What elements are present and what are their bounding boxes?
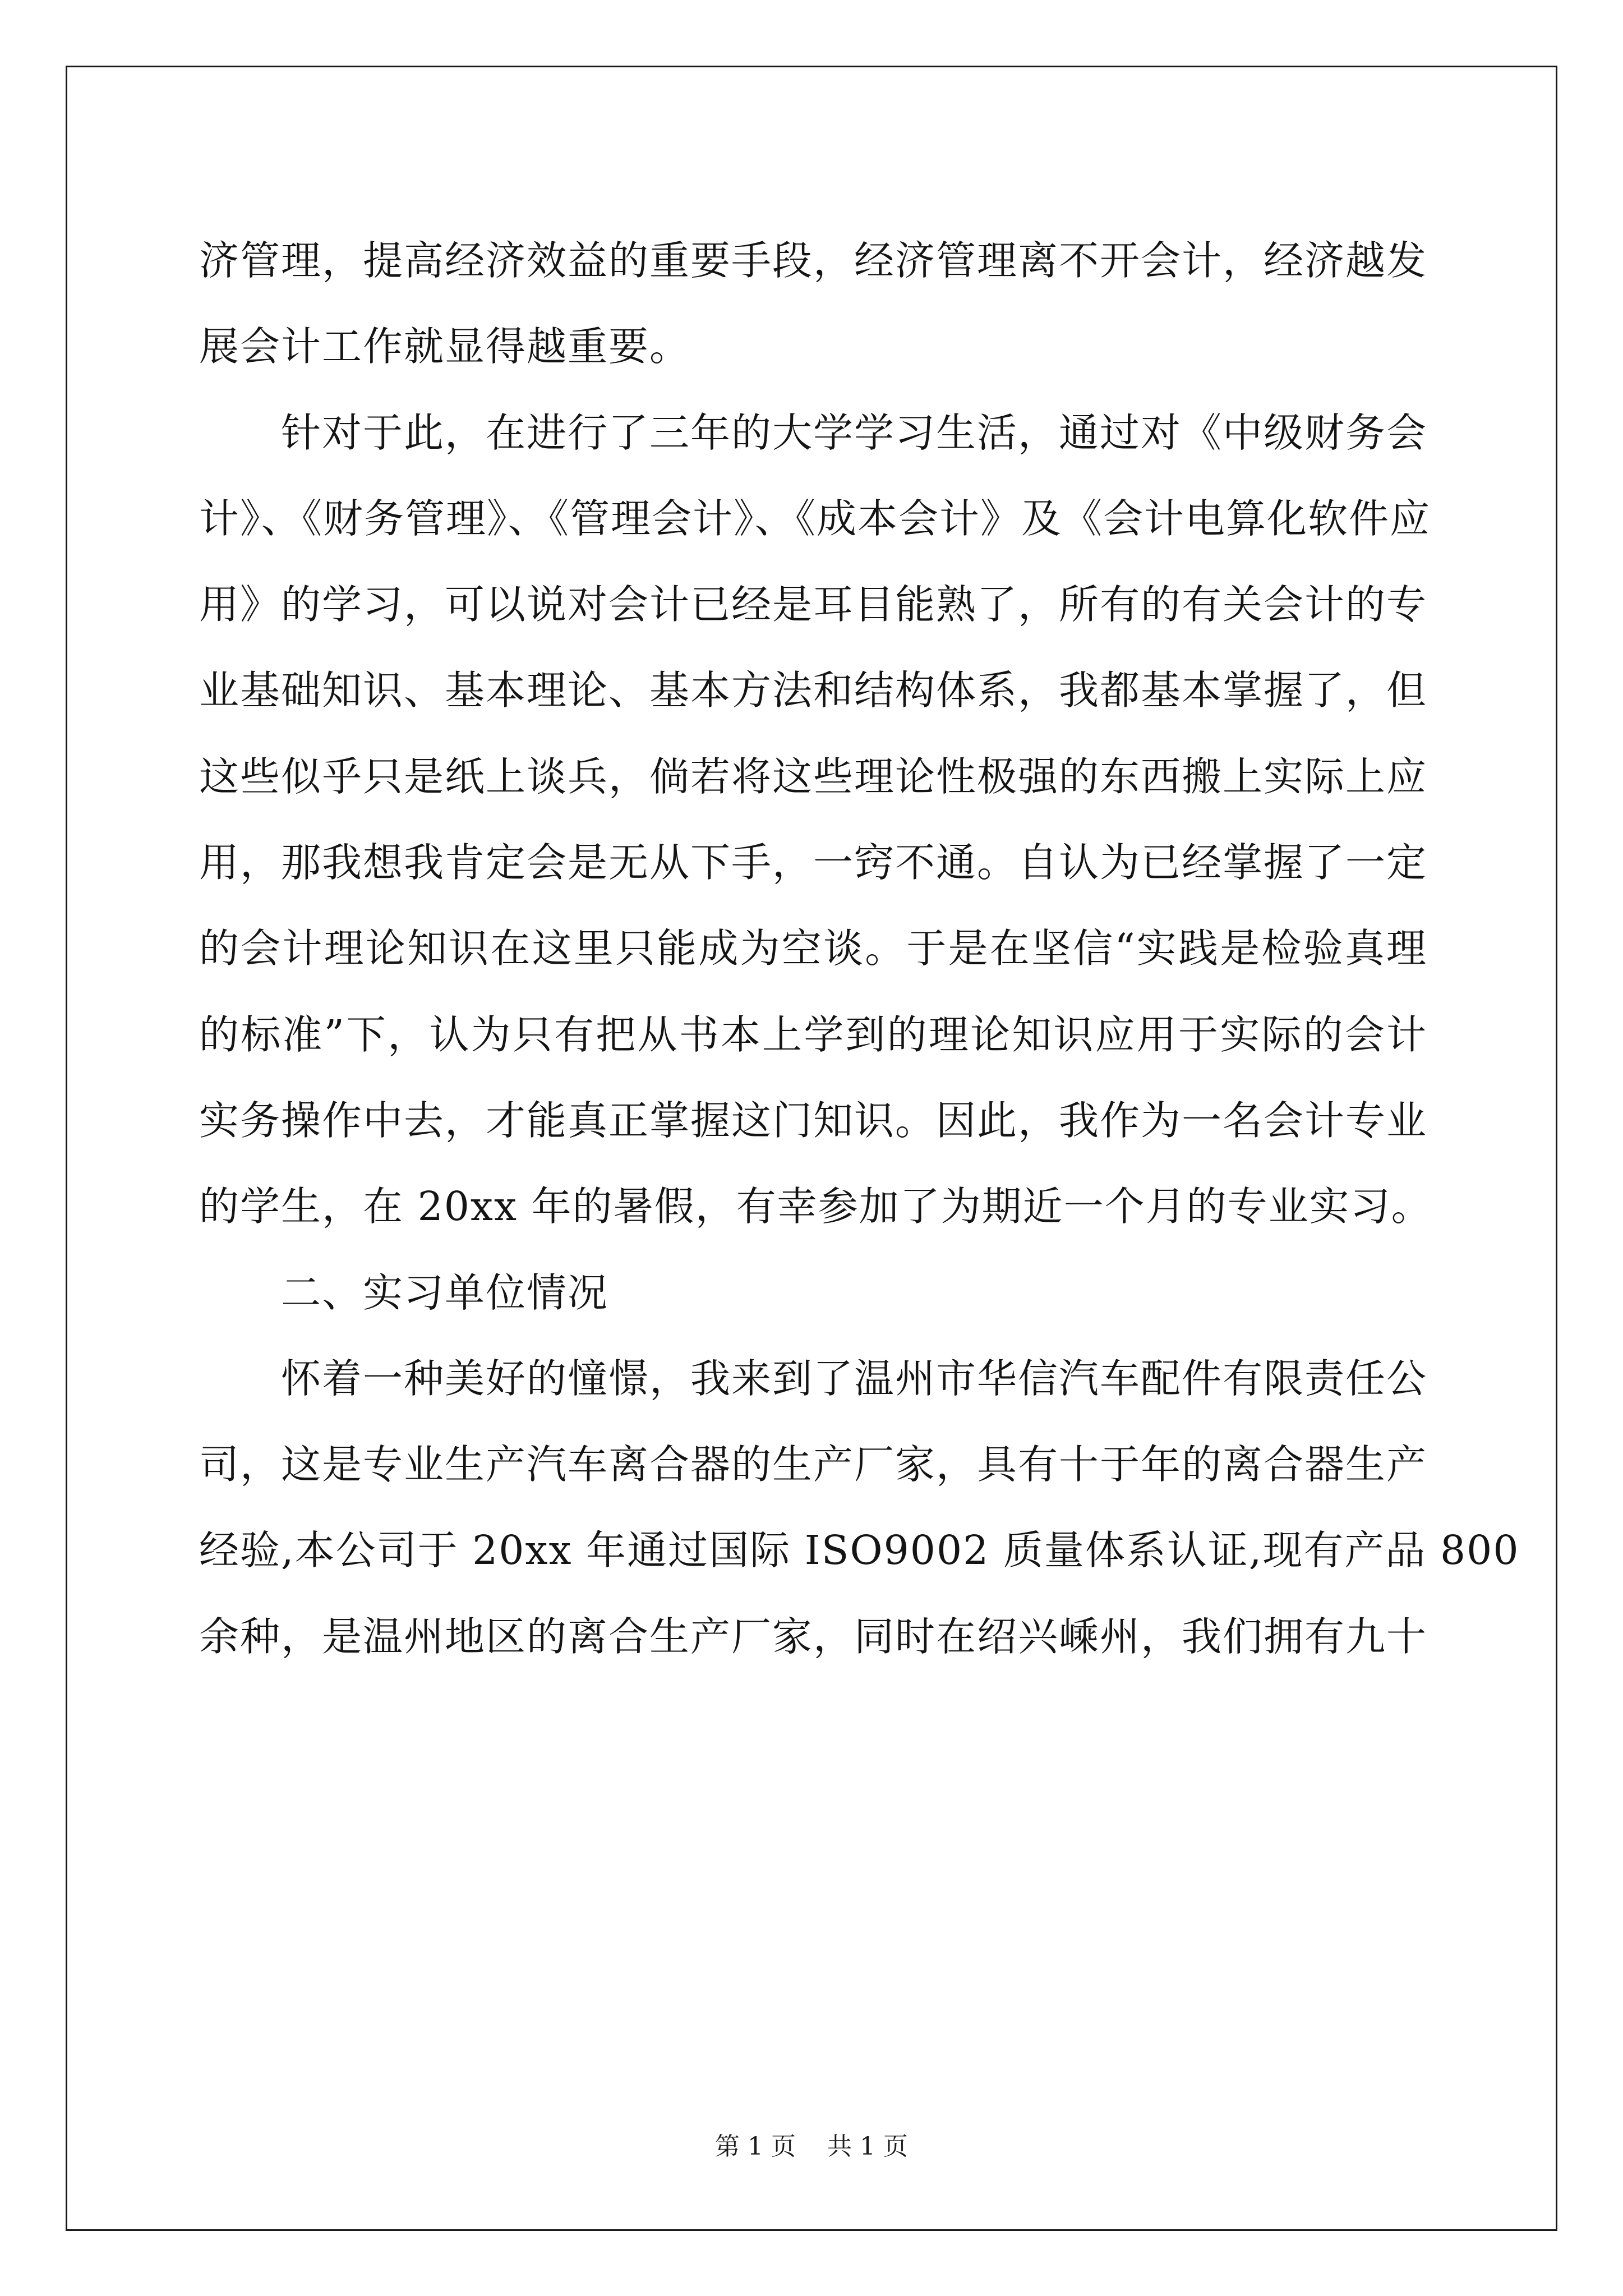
body-line: 济管理，提高经济效益的重要手段，经济管理离不开会计，经济越发 bbox=[199, 237, 1428, 284]
body-line: 余种，是温州地区的离合生产厂家，同时在绍兴嵊州，我们拥有九十 bbox=[199, 1613, 1428, 1660]
body-line: 用》的学习，可以说对会计已经是耳目能熟了，所有的有关会计的专 bbox=[199, 581, 1428, 628]
section-heading: 二、实习单位情况 bbox=[281, 1269, 609, 1316]
body-line: 这些似乎只是纸上谈兵，倘若将这些理论性极强的东西搬上实际上应 bbox=[199, 753, 1428, 800]
paragraph-first-line: 针对于此，在进行了三年的大学学习生活，通过对《中级财务会 bbox=[281, 409, 1428, 456]
body-line: 经验,本公司于 20xx 年通过国际 ISO9002 质量体系认证,现有产品 800 bbox=[199, 1527, 1520, 1574]
paragraph-first-line: 怀着一种美好的憧憬，我来到了温州市华信汽车配件有限责任公 bbox=[281, 1355, 1428, 1402]
body-line: 用，那我想我肯定会是无从下手，一窍不通。自认为已经掌握了一定 bbox=[199, 839, 1428, 886]
body-line: 的学生，在 20xx 年的暑假，有幸参加了为期近一个月的专业实习。 bbox=[199, 1183, 1432, 1230]
document-body bbox=[199, 218, 1520, 1680]
body-line: 实务操作中去，才能真正掌握这门知识。因此，我作为一名会计专业 bbox=[199, 1097, 1428, 1144]
body-line: 的会计理论知识在这里只能成为空谈。于是在坚信“实践是检验真理 bbox=[199, 925, 1427, 972]
body-line: 展会计工作就显得越重要。 bbox=[199, 323, 691, 370]
body-line: 司，这是专业生产汽车离合器的生产厂家，具有十于年的离合器生产 bbox=[199, 1441, 1428, 1488]
body-line: 计》、《财务管理》、《管理会计》、《成本会计》及《会计电算化软件应 bbox=[199, 495, 1431, 542]
body-line: 业基础知识、基本理论、基本方法和结构体系，我都基本掌握了，但 bbox=[199, 667, 1428, 714]
page-number-footer: 第 1 页 共 1 页 bbox=[715, 2132, 908, 2161]
body-line: 的标准”下，认为只有把从书本上学到的理论知识应用于实际的会计 bbox=[199, 1011, 1427, 1058]
